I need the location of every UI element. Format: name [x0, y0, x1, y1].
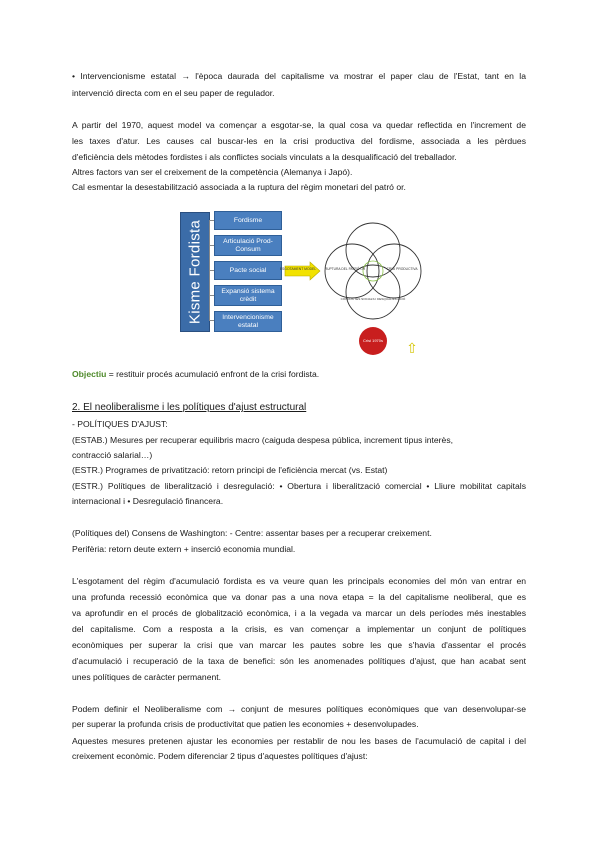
venn-circle-left [325, 244, 379, 298]
consens-line-2: Perifèria: retorn deute extern + inserció economia mundial. [72, 544, 296, 554]
paragraph-2-line-5: Cal esmentar la desestabilització associada a la ruptura del règim monetari del patró or. [72, 182, 406, 192]
paragraph-3-line-4: del capitalisme. Com a resposta a la crisis, es van començar a implementar un conjunt de polítiques [72, 624, 526, 634]
paragraph-1-line-1: • Intervencionisme estatal → l'època daurada del capitalisme va mostrar el paper clau de l'Estat, tant en la [72, 71, 526, 81]
circle-label-right: CRISI PRODUCTIVA [386, 267, 418, 271]
venn-circle-right [367, 244, 421, 298]
circle-label-left: RUPTURA DEL PATRÓ OR [324, 267, 366, 271]
objectiu-text: = restituir procés acumulació enfront de la crisi fordista. [106, 369, 320, 379]
diagram-item-expansio-credit: Expansió sistema crèdit [214, 285, 282, 306]
paragraph-4-line-1: Podem definir el Neoliberalisme com → conjunt de mesures polítiques econòmiques que van desenvolupar-se [72, 704, 526, 714]
paragraph-2-line-4: Altres factors van ser el creixement de la competència (Alemanya i Japó). [72, 167, 353, 177]
diagram-item-pacte-social: Pacte social [214, 261, 282, 280]
circle-label-bottom: CONFLICTES SOCIALS I DESQUALIFICACIÓ [340, 297, 406, 301]
diagram-title: Kisme Fordista [186, 219, 204, 325]
red-circle-label: Crisi 1970s [362, 338, 384, 343]
paragraph-4-line-4: creixement econòmic. Podem diferenciar 2 tipus d'aquestes polítiques d'ajust: [72, 751, 368, 761]
diagram-item-fordisme: Fordisme [214, 211, 282, 230]
paragraph-3-line-6: d'acumulació i recuperació de la taxa de benefici: són les anomenades polítiques d'ajust, que han acabat sent [72, 656, 526, 666]
section-2-line-2: (ESTAB.) Mesures per recuperar equilibris macro (caiguda despesa pública, increment tipus interès, [72, 435, 453, 445]
paragraph-4-line-3: Aquestes mesures pretenen ajustar les economies per restablir de nou les bases de l'acumulació de capital i del [72, 736, 526, 746]
up-arrow-icon: ⇧ [406, 341, 418, 357]
paragraph-1-line-2: intervenció directa com en el seu paper de regulador. [72, 88, 275, 98]
objectiu-line [72, 369, 319, 380]
diagram-item-articulacio: Articulació Prod-Consum [214, 235, 282, 256]
diagram-graphics [180, 208, 470, 360]
consens-line-1: (Polítiques del) Consens de Washington: - Centre: assentar bases per a recuperar creixement. [72, 528, 432, 538]
arrow-label: ESGOTAMENT MODEL [279, 267, 317, 271]
paragraph-3-line-2: una profunda recessió econòmica que va donar pas a una nova etapa = la del capitalisme neoliberal, que es [72, 592, 526, 602]
diagram-item-intervencionisme: Intervencionisme estatal [214, 311, 282, 332]
paragraph-3-line-1: L'esgotament del règim d'acumulació fordista es va veure quan les principals economies del món van entrar en [72, 576, 526, 586]
objectiu-label: Objectiu [72, 369, 107, 379]
paragraph-3-line-3: va aprofundir en el procés de globalització econòmica, i a la vegada va marcar un dels períodes més inestables [72, 608, 526, 618]
paragraph-3-line-7: unes polítiques de caràcter permanent. [72, 672, 222, 682]
paragraph-3-line-5: econòmiques per superar la crisi que van marcar les pautes sobre les que s'havia d'assentar el procés [72, 640, 526, 650]
section-2-line-3: contracció salarial…) [72, 450, 153, 460]
section-2-line-1: - POLÍTIQUES D'AJUST: [72, 419, 168, 429]
yellow-arrow-icon [285, 262, 320, 280]
paragraph-2-line-3: d'eficiència dels mètodes fordistes i als conflictes socials vinculats a la desqualificació del treballador. [72, 152, 457, 162]
section-2-line-4: (ESTR.) Programes de privatització: retorn principi de l'eficiència mercat (vs. Estat) [72, 465, 388, 475]
venn-center-circle [363, 261, 383, 281]
paragraph-2-line-2: les taxes d'atur. Les causes cal buscar-les en la crisi productiva del fordisme, associada a les pèrdues [72, 136, 526, 146]
section-2-line-6: internacional i • Desregulació financera. [72, 496, 224, 506]
venn-circle-bottom [346, 265, 400, 319]
section-2-heading: 2. El neoliberalisme i les polítiques d'ajust estructural [72, 402, 307, 413]
fordism-crisis-diagram [180, 208, 470, 360]
section-2-line-5: (ESTR.) Polítiques de liberalització i desregulació: • Obertura i liberalització comercial • Lliure mobilitat capitals [72, 481, 526, 491]
paragraph-2-line-1: A partir del 1970, aquest model va començar a esgotar-se, la qual cosa va quedar reflectida en l'increment de [72, 120, 526, 130]
paragraph-4-line-2: per superar la profunda crisis de productivitat que patien les economies + desenvolupades. [72, 719, 419, 729]
